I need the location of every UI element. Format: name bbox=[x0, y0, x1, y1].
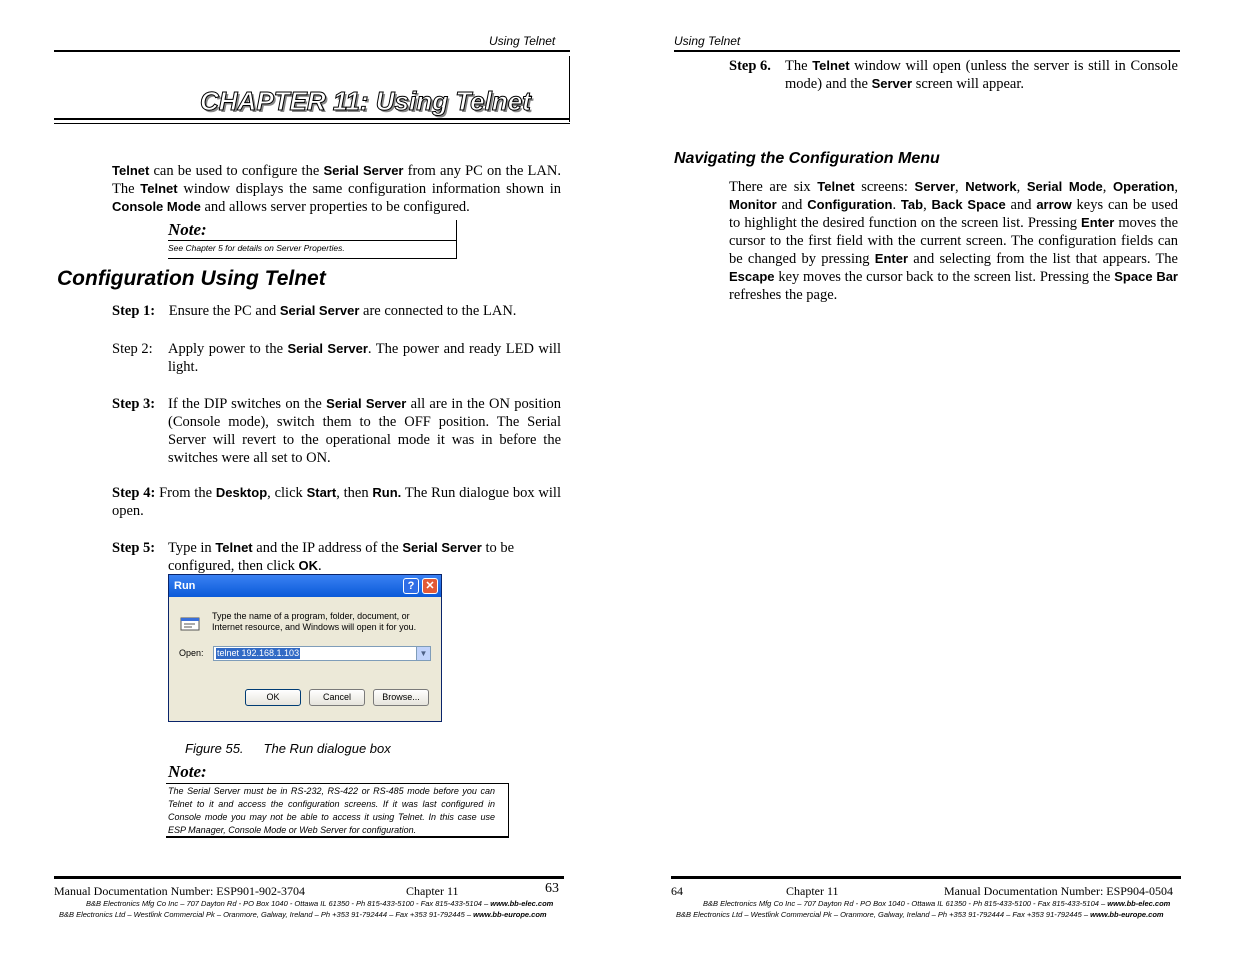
step-text: are connected to the LAN. bbox=[359, 303, 517, 319]
step-text: Ensure the PC and bbox=[168, 303, 280, 319]
running-header: Using Telnet bbox=[674, 34, 741, 48]
title-box-right-rule bbox=[569, 56, 570, 122]
chevron-down-icon[interactable]: ▼ bbox=[416, 647, 430, 660]
para-text: , bbox=[955, 179, 966, 195]
step-text: Start bbox=[306, 485, 337, 500]
footer-link[interactable]: www.bb-elec.com bbox=[490, 899, 554, 908]
step-text: Serial Server bbox=[326, 396, 407, 411]
para-text: , bbox=[1016, 179, 1027, 195]
figure-number: Figure 55. bbox=[185, 741, 244, 756]
footer-chapter: Chapter 11 bbox=[406, 884, 459, 898]
para-text: moves the cursor to the first field with the current screen. The configuration fields can be changed by pressing bbox=[729, 215, 1179, 267]
header-rule bbox=[674, 50, 1180, 52]
footer-text: B&B Electronics Mfg Co Inc – 707 Dayton Rd - PO Box 1040 - Ottawa IL 61350 - Ph 815-433-5100 - Fax 815-433-5104 – bbox=[86, 899, 491, 908]
para-text: . bbox=[892, 197, 901, 213]
step-text: Server bbox=[871, 76, 913, 91]
note-text: See Chapter 5 for details on Server Properties. bbox=[168, 243, 345, 253]
step-text: , then bbox=[336, 485, 373, 501]
para-text: Monitor bbox=[729, 197, 777, 212]
step-text: If the DIP switches on the bbox=[168, 396, 327, 412]
step-text: Type in bbox=[168, 540, 216, 556]
open-label: Open: bbox=[179, 648, 204, 658]
para-text: Network bbox=[965, 179, 1017, 194]
header-rule bbox=[54, 50, 570, 52]
step-6 bbox=[785, 57, 1178, 93]
run-dialog bbox=[168, 574, 442, 722]
step-text: Serial Server bbox=[402, 540, 482, 555]
para-text: Space Bar bbox=[1114, 269, 1178, 284]
para-text: , bbox=[923, 197, 932, 213]
open-input-value: telnet 192.168.1.103 bbox=[217, 648, 300, 658]
right-page bbox=[617, 0, 1235, 954]
para-text: Escape bbox=[729, 269, 775, 284]
intro-text: from any PC on the LAN. The bbox=[112, 163, 561, 197]
step-text: OK bbox=[298, 558, 318, 573]
footer-address-us bbox=[703, 899, 1170, 908]
run-dialog-titlebar bbox=[169, 575, 441, 597]
title-rule-thin bbox=[54, 123, 570, 124]
step-text: to be configured, then click bbox=[168, 540, 515, 574]
step-text: Telnet bbox=[215, 540, 253, 555]
step-2 bbox=[168, 340, 561, 376]
step-text: screen will appear. bbox=[912, 76, 1024, 92]
footer-text: B&B Electronics Ltd – Westlink Commercial Pk – Oranmore, Galway, Ireland – Ph +353 91-792444 – Fax +353 91-792445 – bbox=[676, 910, 1091, 919]
para-text: Telnet bbox=[817, 179, 855, 194]
para-text: refreshes the page. bbox=[729, 287, 838, 303]
para-text: Enter bbox=[874, 251, 909, 266]
step-text: Serial Server bbox=[279, 303, 360, 318]
note-heading: Note: bbox=[168, 762, 207, 781]
step-3-label: Step 3: bbox=[112, 396, 156, 412]
intro-text: Console Mode bbox=[112, 199, 201, 214]
run-dialog-instruction: Type the name of a program, folder, document, or Internet resource, and Windows will open it for you. bbox=[212, 611, 417, 632]
figure-text: The Run dialogue box bbox=[263, 741, 391, 756]
para-text: , bbox=[1102, 179, 1114, 195]
step-text: Run. bbox=[372, 485, 402, 500]
intro-text: and allows server properties to be configured. bbox=[200, 199, 470, 215]
cancel-button[interactable]: Cancel bbox=[309, 689, 365, 706]
step-text: . bbox=[317, 558, 322, 574]
close-button[interactable]: ✕ bbox=[422, 578, 438, 594]
step-4 bbox=[112, 484, 561, 520]
help-button[interactable]: ? bbox=[403, 578, 419, 594]
note-box bbox=[166, 783, 509, 838]
note-box bbox=[168, 220, 457, 259]
para-text: arrow bbox=[1036, 197, 1072, 212]
step-label: Step 1: bbox=[112, 303, 156, 319]
step-text: Serial Server bbox=[287, 341, 368, 356]
step-text: Desktop bbox=[215, 485, 268, 500]
step-5 bbox=[168, 539, 561, 575]
intro-text: Telnet bbox=[112, 163, 150, 178]
intro-text: Serial Server bbox=[323, 163, 404, 178]
footer-rule bbox=[54, 876, 564, 879]
footer-chapter: Chapter 11 bbox=[786, 884, 839, 898]
step-text: The Run dialogue box will open. bbox=[112, 485, 561, 519]
para-text: Operation bbox=[1113, 179, 1175, 194]
note-rule bbox=[168, 240, 456, 241]
intro-paragraph bbox=[112, 162, 561, 216]
step-text: all are in the ON position (Console mode), switch them to the OFF position. The Serial Server will revert to the operational mode it was in before the switches were all set to ON. bbox=[168, 396, 561, 466]
running-header: Using Telnet bbox=[489, 34, 556, 48]
footer-doc-number: Manual Documentation Number: ESP904-0504 bbox=[944, 884, 1173, 898]
footer-address-eu bbox=[59, 910, 547, 919]
step-text: Apply power to the bbox=[168, 341, 288, 357]
para-text: Configuration bbox=[807, 197, 893, 212]
para-text: and bbox=[1005, 197, 1037, 213]
intro-text: can be used to configure the bbox=[149, 163, 324, 179]
para-text: and selecting from the list that appears. The bbox=[908, 251, 1178, 267]
run-program-icon bbox=[179, 615, 201, 633]
step-text: The bbox=[785, 58, 813, 74]
step-text: Telnet bbox=[812, 58, 850, 73]
step-text: and the IP address of the bbox=[252, 540, 403, 556]
step-text: From the bbox=[155, 485, 216, 501]
open-input[interactable] bbox=[213, 646, 431, 661]
intro-text: Telnet bbox=[140, 181, 178, 196]
step-text: , click bbox=[267, 485, 307, 501]
footer-text: B&B Electronics Mfg Co Inc – 707 Dayton Rd - PO Box 1040 - Ottawa IL 61350 - Ph 815-433-5100 - Fax 815-433-5104 – bbox=[703, 899, 1108, 908]
para-text: Server bbox=[914, 179, 956, 194]
left-page bbox=[0, 0, 617, 954]
para-text: and bbox=[776, 197, 808, 213]
step-3 bbox=[168, 395, 561, 467]
para-text: There are six bbox=[729, 179, 818, 195]
step-5-label: Step 5: bbox=[112, 540, 156, 556]
footer-address-eu bbox=[676, 910, 1164, 919]
para-text: screens: bbox=[854, 179, 915, 195]
para-text: Back Space bbox=[931, 197, 1006, 212]
navigation-paragraph bbox=[729, 178, 1178, 304]
footer-link[interactable]: www.bb-elec.com bbox=[1107, 899, 1171, 908]
step-6-label: Step 6. bbox=[729, 58, 771, 74]
para-text: Serial Mode bbox=[1026, 179, 1103, 194]
page-number: 64 bbox=[671, 884, 683, 898]
footer-link[interactable]: www.bb-europe.com bbox=[1090, 910, 1164, 919]
figure-caption bbox=[185, 741, 391, 756]
run-dialog-title: Run bbox=[174, 580, 196, 592]
para-text: keys can be used to highlight the desired function on the screen list. Pressing bbox=[729, 197, 1179, 231]
footer-text: B&B Electronics Ltd – Westlink Commercial Pk – Oranmore, Galway, Ireland – Ph +353 91-792444 – Fax +353 91-792445 – bbox=[59, 910, 474, 919]
browse-button[interactable]: Browse... bbox=[373, 689, 429, 706]
footer-doc-number: Manual Documentation Number: ESP901-902-3704 bbox=[54, 884, 305, 898]
note-heading: Note: bbox=[168, 220, 207, 239]
step-text: . The power and ready LED will light. bbox=[168, 341, 561, 375]
page-number: 63 bbox=[545, 881, 559, 896]
ok-button[interactable]: OK bbox=[245, 689, 301, 706]
para-text: Enter bbox=[1081, 215, 1115, 230]
section-title: Navigating the Configuration Menu bbox=[674, 150, 940, 167]
intro-text: window displays the same configuration information shown in bbox=[177, 181, 561, 197]
para-text: Tab bbox=[900, 197, 924, 212]
step-1 bbox=[112, 302, 561, 320]
title-rule-thick bbox=[54, 118, 570, 120]
note-text: The Serial Server must be in RS-232, RS-422 or RS-485 mode before you can Telnet to it and access the configuration screens. If it was last configured in Console mode you may not be able to access it using Telnet. In this case use ESP Manager, Console Mode or Web Server for configuration. bbox=[168, 786, 495, 835]
section-title: Configuration Using Telnet bbox=[57, 267, 326, 290]
para-text: key moves the cursor back to the screen list. Pressing the bbox=[774, 269, 1115, 285]
step-text: window will open (unless the server is still in Console mode) and the bbox=[785, 58, 1178, 92]
step-label: Step 4: bbox=[112, 485, 156, 501]
step-2-label: Step 2: bbox=[112, 341, 153, 357]
chapter-title: CHAPTER 11: Using Telnet bbox=[200, 86, 531, 116]
footer-address-us bbox=[86, 899, 553, 908]
footer-rule bbox=[671, 876, 1181, 879]
para-text: , bbox=[1174, 179, 1179, 195]
footer-link[interactable]: www.bb-europe.com bbox=[473, 910, 547, 919]
